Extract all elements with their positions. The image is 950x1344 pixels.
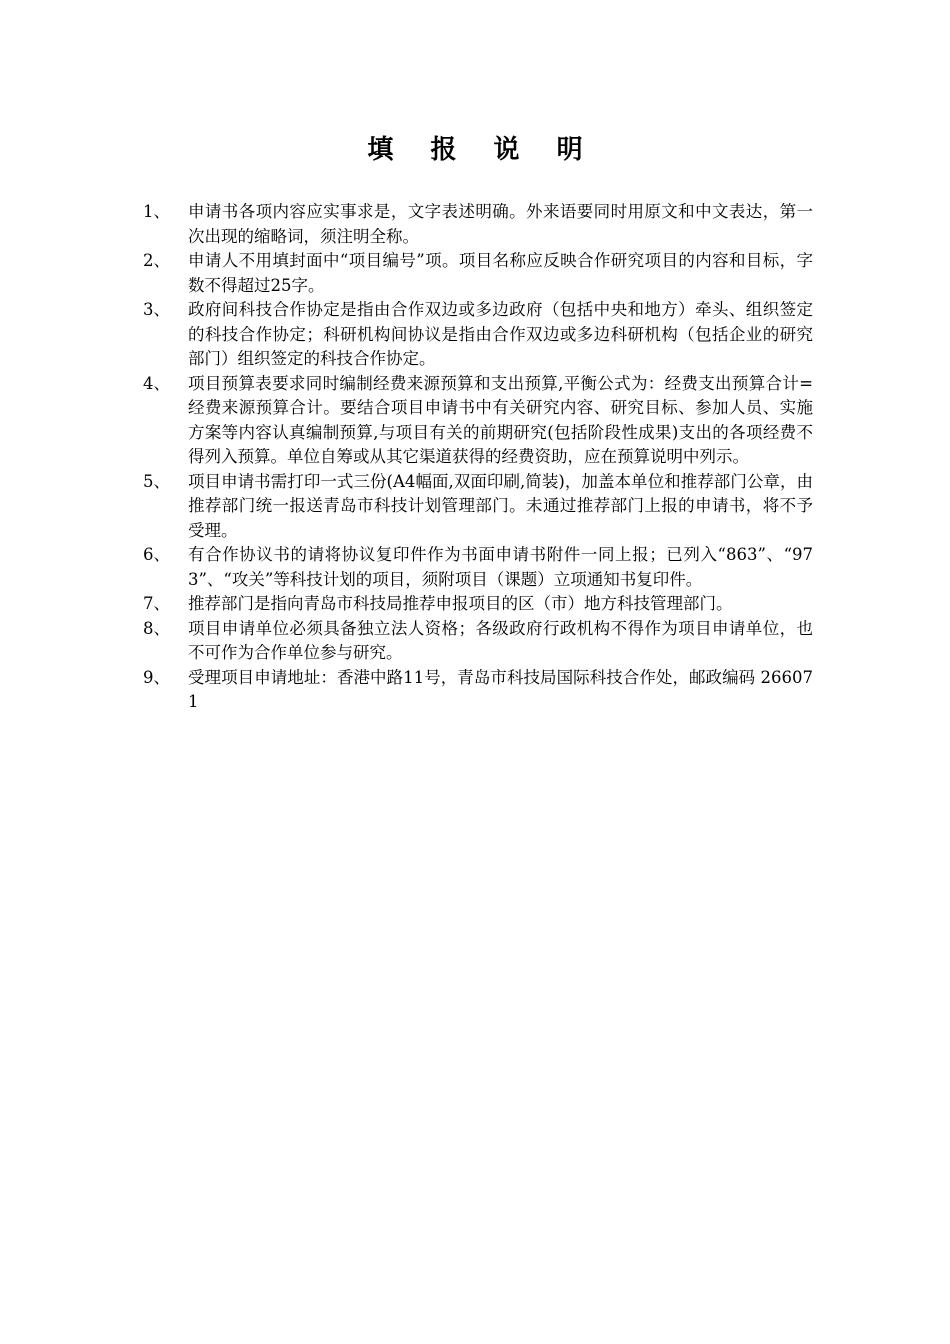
item-number: 1、 xyxy=(143,202,170,221)
item-number: 6、 xyxy=(143,545,170,564)
item-text: 申请人不用填封面中“项目编号”项。项目名称应反映合作研究项目的内容和目标，字数不得超过25字。 xyxy=(188,251,813,295)
list-item xyxy=(143,617,813,666)
list-item xyxy=(143,298,813,372)
item-text: 推荐部门是指向青岛市科技局推荐申报项目的区（市）地方科技管理部门。 xyxy=(188,594,733,613)
page-title: 填 报 说 明 xyxy=(367,135,597,165)
item-number: 8、 xyxy=(143,618,170,638)
list-item xyxy=(143,372,813,470)
item-number: 7、 xyxy=(143,594,170,613)
list-item xyxy=(143,666,813,715)
item-number: 3、 xyxy=(143,300,170,319)
list-item xyxy=(143,592,813,617)
item-text: 政府间科技合作协定是指由合作双边或多边政府（包括中央和地方）牵头、组织签定的科技合作协定；科研机构间协议是指由合作双边或多边科研机构（包括企业的研究部门）组织签定的科技合作协定。 xyxy=(188,300,813,368)
item-text: 受理项目申请地址：香港中路11号，青岛市科技局国际科技合作处，邮政编码 266071 xyxy=(188,667,813,711)
item-text: 项目申请单位必须具备独立法人资格；各级政府行政机构不得作为项目申请单位，也不可作为合作单位参与研究。 xyxy=(188,618,813,662)
item-text: 申请书各项内容应实事求是，文字表述明确。外来语要同时用原文和中文表达，第一次出现的缩略词，须注明全称。 xyxy=(188,202,813,246)
item-number: 9、 xyxy=(143,667,170,687)
item-number: 5、 xyxy=(143,471,170,491)
item-text: 有合作协议书的请将协议复印件作为书面申请书附件一同上报；已列入“863”、“973”、“攻关”等科技计划的项目，须附项目（课题）立项通知书复印件。 xyxy=(188,545,813,589)
item-number: 2、 xyxy=(143,251,170,270)
item-text: 项目申请书需打印一式三份(A4幅面,双面印刷,简装)，加盖本单位和推荐部门公章，由推荐部门统一报送青岛市科技计划管理部门。未通过推荐部门上报的申请书，将不予受理。 xyxy=(188,471,813,540)
item-number: 4、 xyxy=(143,373,170,393)
list-item xyxy=(143,200,813,249)
list-item xyxy=(143,470,813,544)
list-item xyxy=(143,249,813,298)
instruction-list xyxy=(143,200,813,715)
list-item xyxy=(143,543,813,592)
item-text: 项目预算表要求同时编制经费来源预算和支出预算,平衡公式为：经费支出预算合计=经费来源预算合计。要结合项目申请书中有关研究内容、研究目标、参加人员、实施方案等内容认真编制预算,与项目有关的前期研究(包括阶段性成果)支出的各项经费不得列入预算。单位自筹或从其它渠道获得的经费资助，应在预算说明中列示。 xyxy=(188,373,813,466)
